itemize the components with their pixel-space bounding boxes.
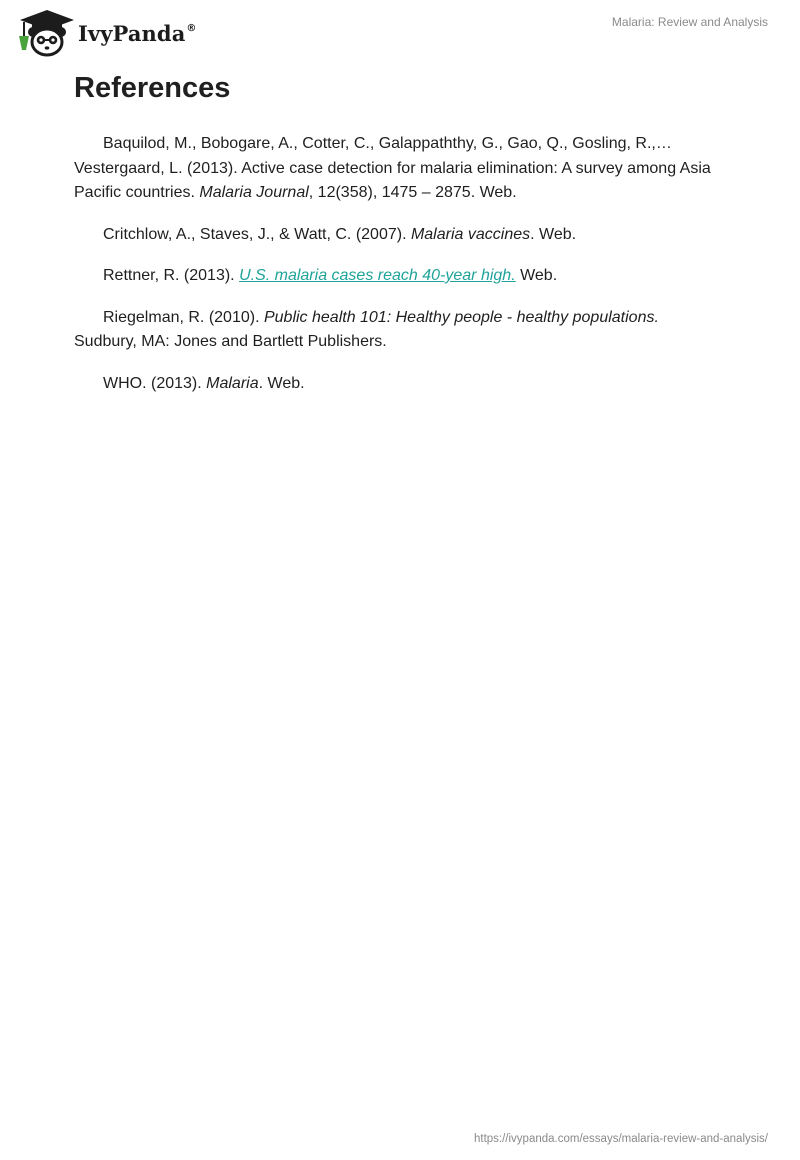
- reference-text: , 12(358), 1475 – 2875. Web.: [308, 184, 517, 201]
- reference-item: [74, 306, 724, 355]
- reference-item: [74, 132, 724, 206]
- reference-text: Riegelman, R. (2010).: [103, 308, 264, 326]
- reference-item: [74, 223, 724, 248]
- registered-mark: ®: [186, 22, 197, 34]
- document-title: Malaria: Review and Analysis: [611, 15, 768, 29]
- reference-title: Malaria Journal: [199, 184, 309, 201]
- reference-text: Sudbury, MA: Jones and Bartlett Publishers.: [74, 333, 387, 350]
- references-list: [74, 132, 724, 413]
- reference-text: . Web.: [530, 225, 577, 243]
- page-title: References: [74, 72, 231, 104]
- reference-text: WHO. (2013).: [103, 374, 207, 392]
- reference-item: [74, 372, 724, 397]
- reference-text: Baquilod, M., Bobogare, A., Cotter, C., Galappaththy, G., Gao, Q., Gosling, R.,… Vestergaard, L. (2013). Active case detection for malaria elimination: A survey among Asia Pacific countries.: [74, 135, 711, 201]
- reference-text: Web.: [515, 267, 558, 284]
- reference-title: Public health 101: Healthy people - healthy populations.: [263, 308, 659, 326]
- reference-text: Critchlow, A., Staves, J., & Watt, C. (2007).: [103, 225, 411, 243]
- footer-source-url[interactable]: https://ivypanda.com/essays/malaria-review-and-analysis/: [473, 1133, 768, 1145]
- panda-graduate-icon: [14, 8, 76, 58]
- reference-text: . Web.: [258, 374, 305, 392]
- reference-text: Rettner, R. (2013).: [103, 267, 240, 284]
- reference-title: Malaria: [206, 374, 259, 392]
- reference-title: Malaria vaccines: [410, 225, 531, 243]
- reference-item: [74, 264, 724, 289]
- brand-logo[interactable]: [14, 8, 197, 58]
- brand-name: IvyPanda®: [78, 20, 197, 46]
- reference-link[interactable]: U.S. malaria cases reach 40-year high.: [239, 267, 516, 284]
